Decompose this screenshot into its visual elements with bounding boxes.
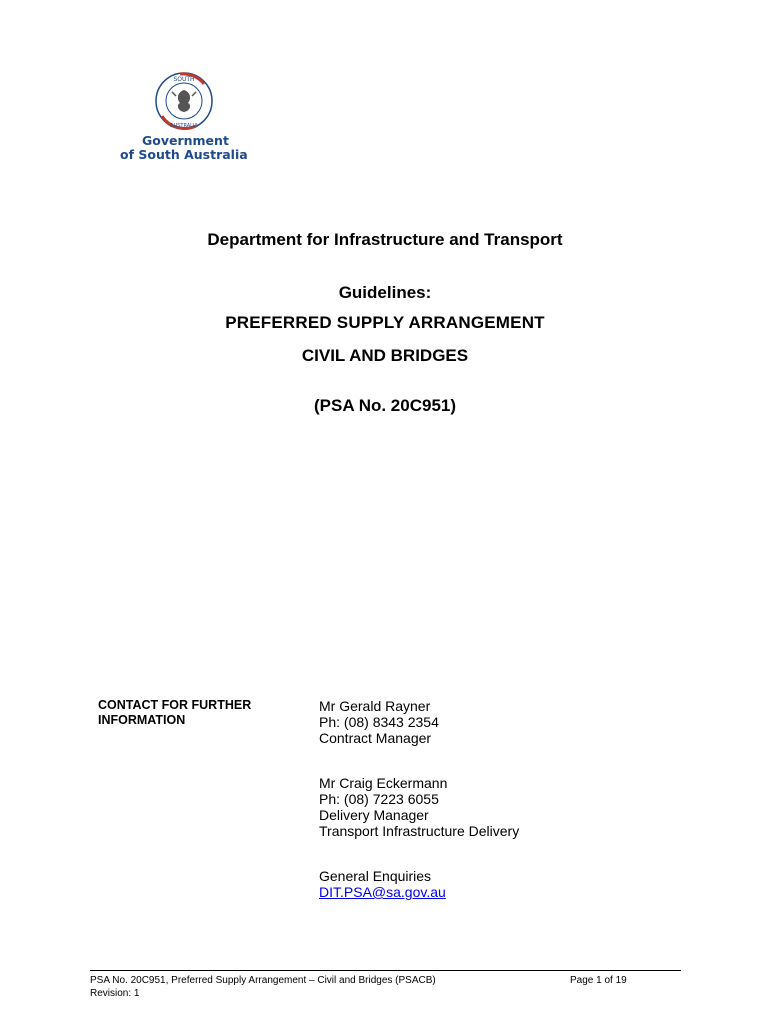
logo-line-sa: of South Australia — [120, 147, 248, 162]
contact-unit: Transport Infrastructure Delivery — [319, 823, 520, 839]
contact-phone: Ph: (08) 7223 6055 — [319, 791, 439, 807]
contact-label — [98, 698, 251, 728]
contact-label-line2: INFORMATION — [98, 713, 186, 727]
general-enquiries — [319, 868, 446, 900]
email-link[interactable]: DIT.PSA@sa.gov.au — [319, 884, 446, 900]
seal-text-bottom: AUSTRALIA — [170, 123, 198, 129]
footer-document-info — [90, 974, 436, 1000]
contact-role: Delivery Manager — [319, 807, 429, 823]
department-title: Department for Infrastructure and Transport — [207, 230, 563, 249]
contact-person-2 — [319, 775, 519, 839]
contact-name: Mr Craig Eckermann — [319, 775, 448, 791]
contact-name: Mr Gerald Rayner — [319, 698, 431, 714]
footer-divider — [90, 970, 681, 971]
government-logo — [120, 70, 250, 170]
sa-seal-icon — [152, 70, 216, 132]
arrangement-title: PREFERRED SUPPLY ARRANGEMENT — [225, 313, 545, 332]
psa-number: (PSA No. 20C951) — [313, 396, 457, 415]
general-enquiries-label: General Enquiries — [319, 868, 432, 884]
contact-label-line1: CONTACT FOR FURTHER — [98, 698, 252, 712]
contact-person-1 — [319, 698, 439, 746]
logo-line-government: Government — [142, 133, 229, 148]
logo-wordmark — [120, 134, 250, 162]
footer-revision: Revision: 1 — [90, 988, 140, 999]
category-title: CIVIL AND BRIDGES — [301, 346, 469, 365]
footer-page-number: Page 1 of 19 — [570, 975, 627, 986]
guidelines-heading: Guidelines: — [338, 283, 432, 302]
contact-phone: Ph: (08) 8343 2354 — [319, 714, 439, 730]
seal-text-top: SOUTH — [173, 76, 195, 83]
footer-document-title: PSA No. 20C951, Preferred Supply Arrangement – Civil and Bridges (PSACB) — [90, 975, 436, 986]
contact-role: Contract Manager — [319, 730, 432, 746]
